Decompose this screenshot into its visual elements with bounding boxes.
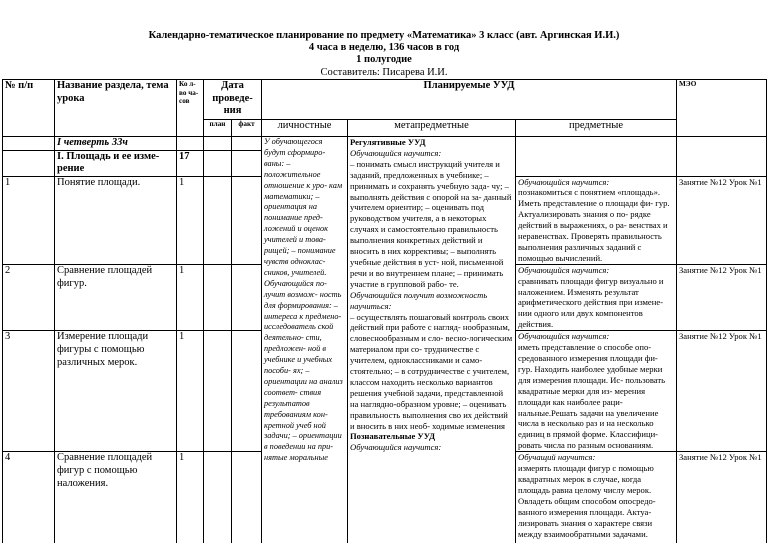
doc-semester: 1 полугодие (356, 54, 412, 66)
row-hours: 1 (177, 264, 204, 330)
subject-text: измерять площади фигур с помощью квадратных мерок в случае, когда площадь равна целому числу мерок. Овладеть общим способом опосредо- ванного измерения площади. Актуа- лизировать знания о характере связи между взаимообратными задачами. (518, 463, 656, 539)
subject-lead: Обучащий научится: (518, 452, 596, 463)
subject-lead: Обучающийся научится: (518, 176, 610, 187)
row-number: 2 (3, 264, 55, 330)
col-personal-header: личностные (262, 120, 348, 137)
row-hours: 1 (177, 176, 204, 264)
col-meo-header: МЭО (677, 80, 767, 137)
row-topic: Сравнение площадей фигур. (55, 264, 177, 330)
col-date-header: Дата проведе- ния (204, 80, 262, 120)
doc-author: Составитель: Писарева И.И. (320, 66, 448, 78)
document-header (0, 30, 768, 79)
col-uud-header: Планируемые УУД (262, 80, 677, 120)
row-number: 1 (3, 176, 55, 264)
row-hours: 1 (177, 452, 204, 543)
row-hours: 1 (177, 331, 204, 452)
doc-title: Календарно-тематическое планирование по предмету «Математика» 3 класс (авт. Аргинская И.И.) (148, 30, 620, 41)
col-hours-header: Ко л- во ча- сов (177, 80, 204, 137)
subject-text: сравнивать площади фигур визуально и наложением. Изменять результат арифметического действия при измене- нии одного или двух компонентов действия. (518, 275, 664, 330)
row-meo: Занятие №12 Урок №1 (677, 264, 767, 330)
meta-may-learn: Обучающийся получит возможность научиться: (350, 289, 488, 311)
col-meta-header: метапредметные (348, 120, 516, 137)
row-meo: Занятие №12 Урок №1 (677, 176, 767, 264)
row-date-fact (232, 176, 262, 264)
row-date-plan (204, 331, 232, 452)
row-meo: Занятие №12 Урок №1 (677, 452, 767, 543)
meta-cognitive-heading: Познавательные УУД (350, 431, 436, 442)
row-number: 3 (3, 331, 55, 452)
row-topic: Измерение площади фигуры с помощью различных мерок. (55, 331, 177, 452)
section-hours: 17 (177, 150, 204, 176)
meta-regulative-heading: Регулятивные УУД (350, 137, 426, 147)
row-topic: Понятие площади. (55, 176, 177, 264)
subject-text: иметь представление о способе опо- средованного измерения площади фи- гур. Находить наиболее удобные мерки для измерения площади. Ис- пользовать квадратные мерки для из- мерения площади как наиболее раци- нальные.Решать задачи на увеличение числа в несколько раз и на несколько единиц в прямой форме. Классифици- ровать числа по разным основаниям. (518, 342, 666, 451)
col-fact-header: факт (232, 120, 262, 137)
row-subject-outcomes (516, 264, 677, 330)
quarter-label: I четверть 33ч (55, 137, 177, 151)
row-subject-outcomes (516, 176, 677, 264)
meta-will-learn: Обучающийся научится: (350, 147, 442, 158)
row-subject-outcomes (516, 452, 677, 543)
subject-text: познакомиться с понятием «площадь». Иметь представление о площади фи- гур. Актуализировать знания о по- рядке действий в выражениях, о ра- венствах и неравенствах. Проверять правильность выполнения различных заданий с помощью вычислений. (518, 187, 670, 263)
meta-may-learn-text: – осуществлять пошаговый контроль своих действий при работе с нагляд- нообразным, словеснообразным и сло- весно-логическим материалом при со- трудничестве с учителем, одноклассниками и само- стоятельно; – в сотрудничестве с учителем, классом находить несколько вариантов решения учебной задачи, представленной на наглядно-образном уровне; – оценивать правильность выполнения сво их действий и вносить в них необ- ходимые изменения (350, 311, 513, 431)
row-topic: Сравнение площадей фигур с помощью наложения. (55, 452, 177, 543)
row-date-plan (204, 264, 232, 330)
row-date-fact (232, 452, 262, 543)
meta-regulative-text: – понимать смысл инструкций учителя и заданий, предложенных в учебнике; – принимать и сохранять учебную зада- чу; – выполнять действия с опорой на за- данный учителем ориентир; – оценивать под руководством учителя, а в некоторых случаях и самостоятельно правильность выполнения конкретных действий и вносить в них коррективы; – выполнять учебные действия в уст- ной, письменной речи и во внутреннем плане; – принимать участие в групповой рабо- те. (350, 158, 512, 289)
row-date-fact (232, 264, 262, 330)
doc-hours-line: 4 часа в неделю, 136 часов в год (308, 42, 460, 54)
row-date-fact (232, 331, 262, 452)
subject-lead: Обучающийся научится: (518, 264, 610, 275)
row-meo: Занятие №12 Урок №1 (677, 331, 767, 452)
table-header-row (3, 80, 767, 120)
col-subject-header: предметные (516, 120, 677, 137)
section-title: I. Площадь и ее изме- рение (55, 150, 177, 176)
row-date-plan (204, 452, 232, 543)
meta-cognitive-will-learn: Обучающийся научится: (350, 442, 442, 453)
col-topic-header: Название раздела, тема урока (55, 80, 177, 137)
row-subject-outcomes (516, 331, 677, 452)
col-plan-header: план (204, 120, 232, 137)
quarter-row (3, 137, 767, 151)
row-date-plan (204, 176, 232, 264)
personal-uud-cell: У обучающегося будут сформиро- ваны: – положительное отношение к уро- кам математики; – ориентация на понимание пред- ложений и оценок учителей и това- рищей; – понимание чувств одноклас- сников, учителей. Обучающийся по- лучит возмож- ность для формирования: – интереса к предмено- исследователь ской деятельно- сти, предложен- ной в учебнике и учебных пособи- ях; – ориентации на анализ соответ- ствия результатов требованиям кон- кретной учеб ной задачи; – ориентации в поведении на при- нятые моральные (262, 137, 348, 543)
row-number: 4 (3, 452, 55, 543)
subject-lead: Обучающийся научится: (518, 331, 610, 342)
planning-table (2, 79, 767, 543)
col-num-header: № п/п (3, 80, 55, 137)
meta-uud-cell (348, 137, 516, 543)
